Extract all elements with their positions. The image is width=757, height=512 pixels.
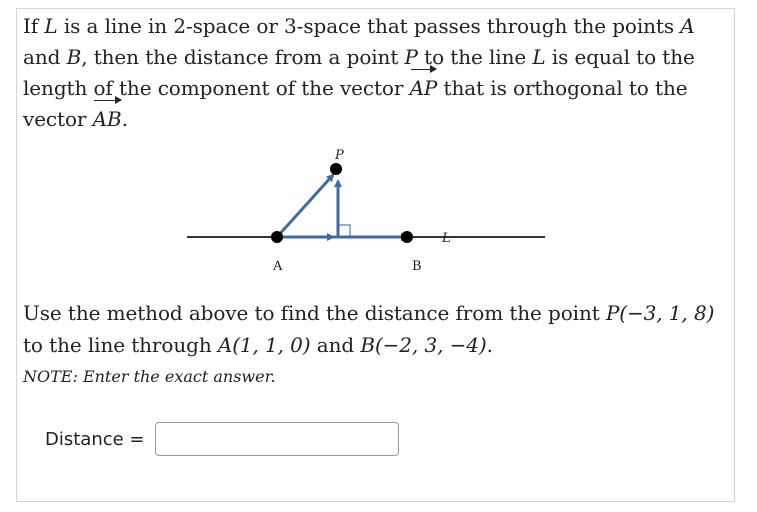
intro-text-4: , then the distance from a point (81, 45, 405, 69)
var-A: A (680, 14, 695, 38)
intro-text-5: to the line (417, 45, 533, 69)
var-L: L (44, 14, 58, 38)
label-L: L (442, 231, 451, 246)
right-angle-marker (338, 225, 350, 237)
label-A: A (273, 259, 283, 274)
question-text-4: . (486, 333, 493, 357)
var-B: B (66, 45, 82, 69)
point-A (271, 231, 283, 243)
intro-text-2: is a line in 2-space or 3-space that passes through the points (57, 14, 681, 38)
distance-label: Distance = (45, 428, 145, 450)
vector-AP-arrow (277, 175, 333, 237)
note-text: NOTE: Enter the exact answer. (23, 367, 276, 386)
point-B-coords: B(−2, 3, −4) (360, 333, 487, 357)
question-text-1: Use the method above to find the distance from the point (23, 301, 606, 325)
vector-AB: AB (93, 104, 122, 135)
question-panel (16, 8, 735, 502)
vector-AP: AP (410, 73, 438, 104)
question-text-3: and (310, 333, 361, 357)
answer-row (45, 422, 399, 456)
question-paragraph (23, 297, 731, 361)
intro-text-1: If (23, 14, 45, 38)
point-P (330, 163, 342, 175)
point-A-coords: A(1, 1, 0) (217, 333, 311, 357)
intro-text-7: that is orthogonal to the vector (23, 76, 688, 131)
var-P: P (404, 45, 418, 69)
label-P: P (335, 148, 344, 163)
point-P-coords: P(−3, 1, 8) (605, 301, 715, 325)
point-B (401, 231, 413, 243)
question-text-2: to the line through (23, 333, 218, 357)
projection-diagram (17, 139, 736, 289)
distance-input[interactable] (155, 422, 399, 456)
intro-text-8: . (121, 107, 128, 131)
intro-paragraph (23, 11, 731, 135)
intro-text-3: and (23, 45, 67, 69)
intro-text-6: is equal to the length of the component of the vector (23, 45, 695, 100)
var-L-2: L (532, 45, 546, 69)
label-B: B (412, 259, 422, 274)
